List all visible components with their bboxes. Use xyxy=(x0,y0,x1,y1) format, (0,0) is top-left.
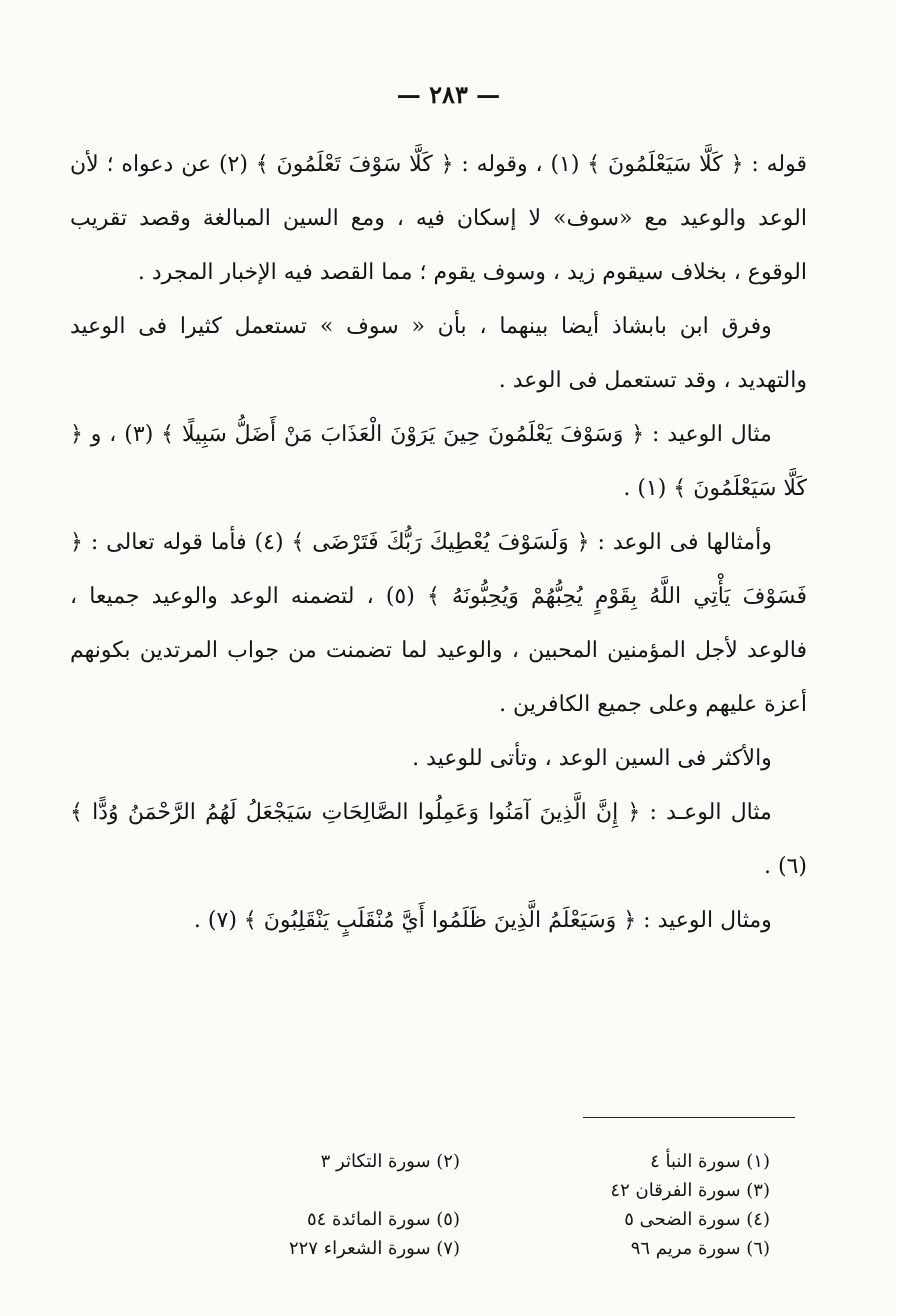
paragraph: مثال الوعيد : ﴿ وَسَوْفَ يَعْلَمُونَ حِينَ يَرَوْنَ الْعَذَابَ مَنْ أَضَلُّ سَبِيلًا ﴾ (٣) ، و ﴿ كَلَّا سَيَعْلَمُونَ ﴾ (١) . xyxy=(70,422,807,501)
footnote: (١) سورة النبأ ٤ xyxy=(650,1151,770,1172)
paragraph: وفرق ابن بابشاذ أيضا بينهما ، بأن « سوف » تستعمل كثيرا فى الوعيد والتهديد ، وقد تستعمل فى الوعد . xyxy=(70,314,807,393)
paragraph: والأكثر فى السين الوعد ، وتأتى للوعيد . xyxy=(412,746,772,771)
footnote xyxy=(150,1176,460,1205)
paragraph: مثال الوعـد : ﴿ إِنَّ الَّذِينَ آمَنُوا وَعَمِلُوا الصَّالِحَاتِ سَيَجْعَلُ لَهُمُ الرَّحْمَنُ وُدًّا ﴾ (٦) . xyxy=(70,800,807,879)
footnote-row xyxy=(150,1176,770,1205)
paragraph: قوله : ﴿ كَلَّا سَيَعْلَمُونَ ﴾ (١) ، وقوله : ﴿ كَلَّا سَوْفَ تَعْلَمُونَ ﴾ (٢) عن دعواه ؛ لأن الوعد والوعيد مع «سوف» لا إسكان فيه ، ومع السين المبالغة وقصد تقريب الوقوع ، بخلاف سيقوم زيد ، وسوف يقوم ؛ مما القصد فيه الإخبار المجرد . xyxy=(70,152,807,285)
footnote: (٧) سورة الشعراء ٢٢٧ xyxy=(288,1238,460,1259)
footnote-row xyxy=(150,1205,770,1234)
footnote: (٦) سورة مريم ٩٦ xyxy=(630,1238,770,1259)
footnote-row xyxy=(150,1147,770,1176)
footnote: (٣) سورة الفرقان ٤٢ xyxy=(610,1180,770,1201)
footnotes xyxy=(150,1147,770,1263)
footnote: (٢) سورة التكاثر ٣ xyxy=(320,1151,460,1172)
footnote-divider xyxy=(583,1117,795,1118)
footnote: (٥) سورة المائدة ٥٤ xyxy=(306,1209,460,1230)
footnote-row xyxy=(150,1234,770,1263)
paragraph: ومثال الوعيد : ﴿ وَسَيَعْلَمُ الَّذِينَ ظَلَمُوا أَيَّ مُنْقَلَبٍ يَنْقَلِبُونَ ﴾ (٧) . xyxy=(193,908,772,933)
footnote: (٤) سورة الضحى ٥ xyxy=(624,1209,770,1230)
page-number: — ٢٨٣ — xyxy=(396,80,501,109)
main-text xyxy=(70,138,807,948)
paragraph: وأمثالها فى الوعد : ﴿ وَلَسَوْفَ يُعْطِيكَ رَبُّكَ فَتَرْضَى ﴾ (٤) فأما قوله تعالى : ﴿ فَسَوْفَ يَأْتِي اللَّهُ بِقَوْمٍ يُحِبُّهُمْ وَيُحِبُّونَهُ ﴾ (٥) ، لتضمنه الوعد والوعيد جميعا ، فالوعد لأجل المؤمنين المحبين ، والوعيد لما تضمنت من جواب المرتدين بكونهم أعزة عليهم وعلى جميع الكافرين . xyxy=(70,530,807,717)
